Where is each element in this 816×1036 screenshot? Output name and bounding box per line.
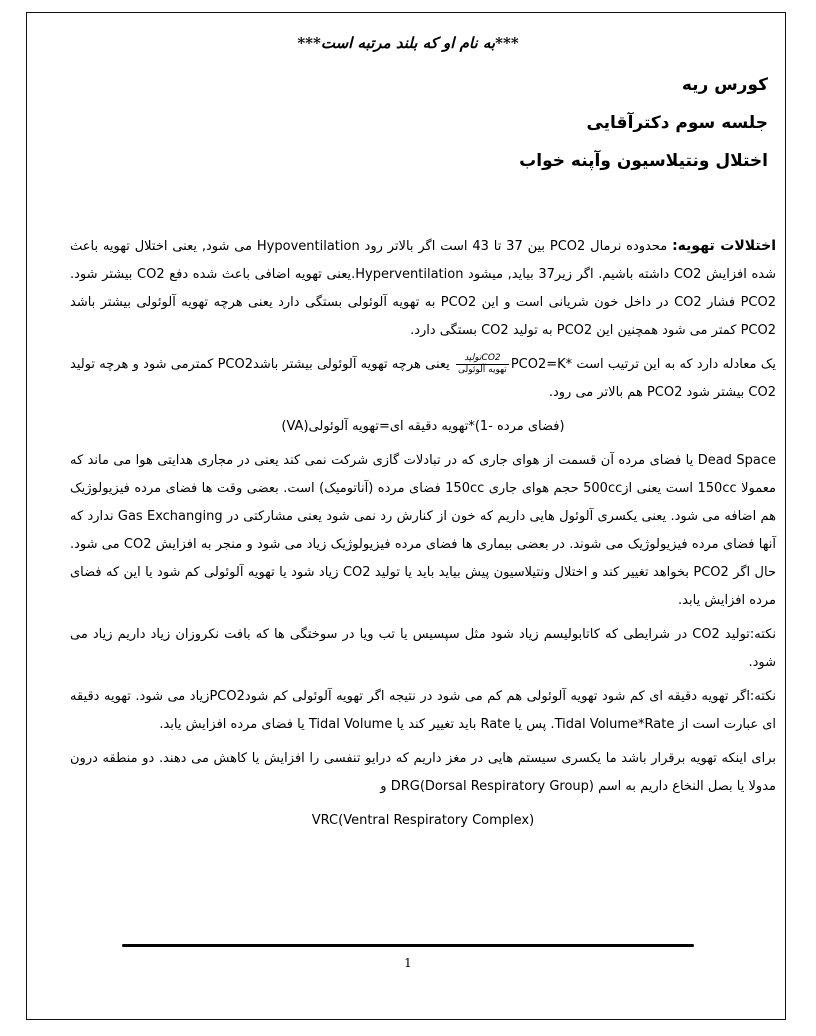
topic-title: اختلال ونتیلاسیون وآپنه خواب [519,151,768,171]
fraction-numerator: CO2تولید [456,353,509,365]
vrc-line: VRC(Ventral Respiratory Complex) [311,813,535,828]
formula-fraction [456,353,509,376]
paragraph-dead-space: Dead Space یا فضای مرده آن قسمت از هوای جاری که در تبادلات گازی شرکت نمی کند یعنی در مجاری هدایتی هوا می ماند که معمولا 150cc است یعنی از500cc حجم هوای جاری 150cc فضای مرده (آناتومیک) است. بعضی وقت ها فضای مرده فیزیولوژیک هم اضافه می شود. یعنی یکسری آلوئول هایی داریم که خون از کنارش رد نمی شود یعنی مشارکتی در Gas Exchanging ندارد که آنها فضای مرده فیزیولوژیک می شوند. در بعضی بیماری ها فضای مرده فیزیولوژیک زیاد می شود و منجر به افزایش CO2 می شود. حال اگر PCO2 بخواهد تغییر کند و اختلال ونتیلاسیون پیش بیاید باید یا تولید CO2 زیاد شود یا تهویه آلوئولی کم شود یا این که فضای مرده افزایش یابد. [70,453,777,608]
section-lead: اختلالات تهویه: [672,238,777,254]
fraction-denominator: تهویه آلوئولی [458,365,507,375]
paragraph-text: یک معادله دارد که به این ترتیب است [572,357,776,372]
footer-divider [122,944,694,947]
alveolar-ventilation-formula: (فضای مرده -1)*تهویه دقیقه ای=تهویه آلوئولی(VA) [281,419,565,434]
formula-lhs: PCO2=K* [510,357,573,372]
document-headers [88,74,768,188]
basmala-heading: ***به نام او که بلند مرتبه است*** [297,34,519,52]
paragraph-respiratory-centers: برای اینکه تهویه برقرار باشد ما یکسری سیستم هایی در مغز داریم که درایو تنفسی را افزایش یا کاهش می دهند. دو منطقه درون مدولا یا بصل النخاع داریم به اسم DRG(Dorsal Respiratory Group) و [70,751,776,794]
document-body [70,232,776,841]
page-number: 1 [404,956,412,970]
course-title: کورس ریه [681,75,768,95]
session-title: جلسه سوم دکترآقایی [586,113,768,133]
note-minute-ventilation: نکته:اگر تهویه دقیقه ای کم شود تهویه آلوئولی هم کم می شود در نتیجه اگر تهویه آلوئولی کم شودPCO2زیاد می شود. تهویه دقیقه ای عبارت است از Tidal Volume*Rate. پس یا Rate باید تغییر کند یا Tidal Volume یا فضای مرده افزایش یابد. [70,689,777,732]
note-co2-production: نکته:تولید CO2 در شرایطی که کاتابولیسم زیاد شود مثل سپسیس یا تب ویا در سوختگی ها که بافت نکروزان زیاد داریم زیاد می شود. [70,627,776,670]
paragraph-text: یعنی هرچه تهویه آلوئولی بیشتر باشدPCO2 کمترمی شود و هرچه تولید CO2 بیشتر شود PCO2 هم بالاتر می رود. [70,357,776,400]
paragraph-ventilation-disorders [70,232,776,345]
paragraph-equation [70,351,776,407]
paragraph-text: محدوده نرمال PCO2 بین 37 تا 43 است اگر بالاتر رود Hypoventilation می شود, یعنی اختلال تهویه باعث شده افزایش CO2 داشته باشیم. اگر زیر37 بیاید, میشود Hyperventilation.یعنی تهویه اضافی باعث شده دفع CO2 بیشتر شود. PCO2 فشار CO2 در داخل خون شریانی است و این PCO2 به تهویه آلوئولی بستگی دارد یعنی هرچه تهویه آلوئولی بیشتر باشد PCO2 کمتر می شود همچنین این PCO2 به تولید CO2 بستگی دارد. [70,239,776,338]
